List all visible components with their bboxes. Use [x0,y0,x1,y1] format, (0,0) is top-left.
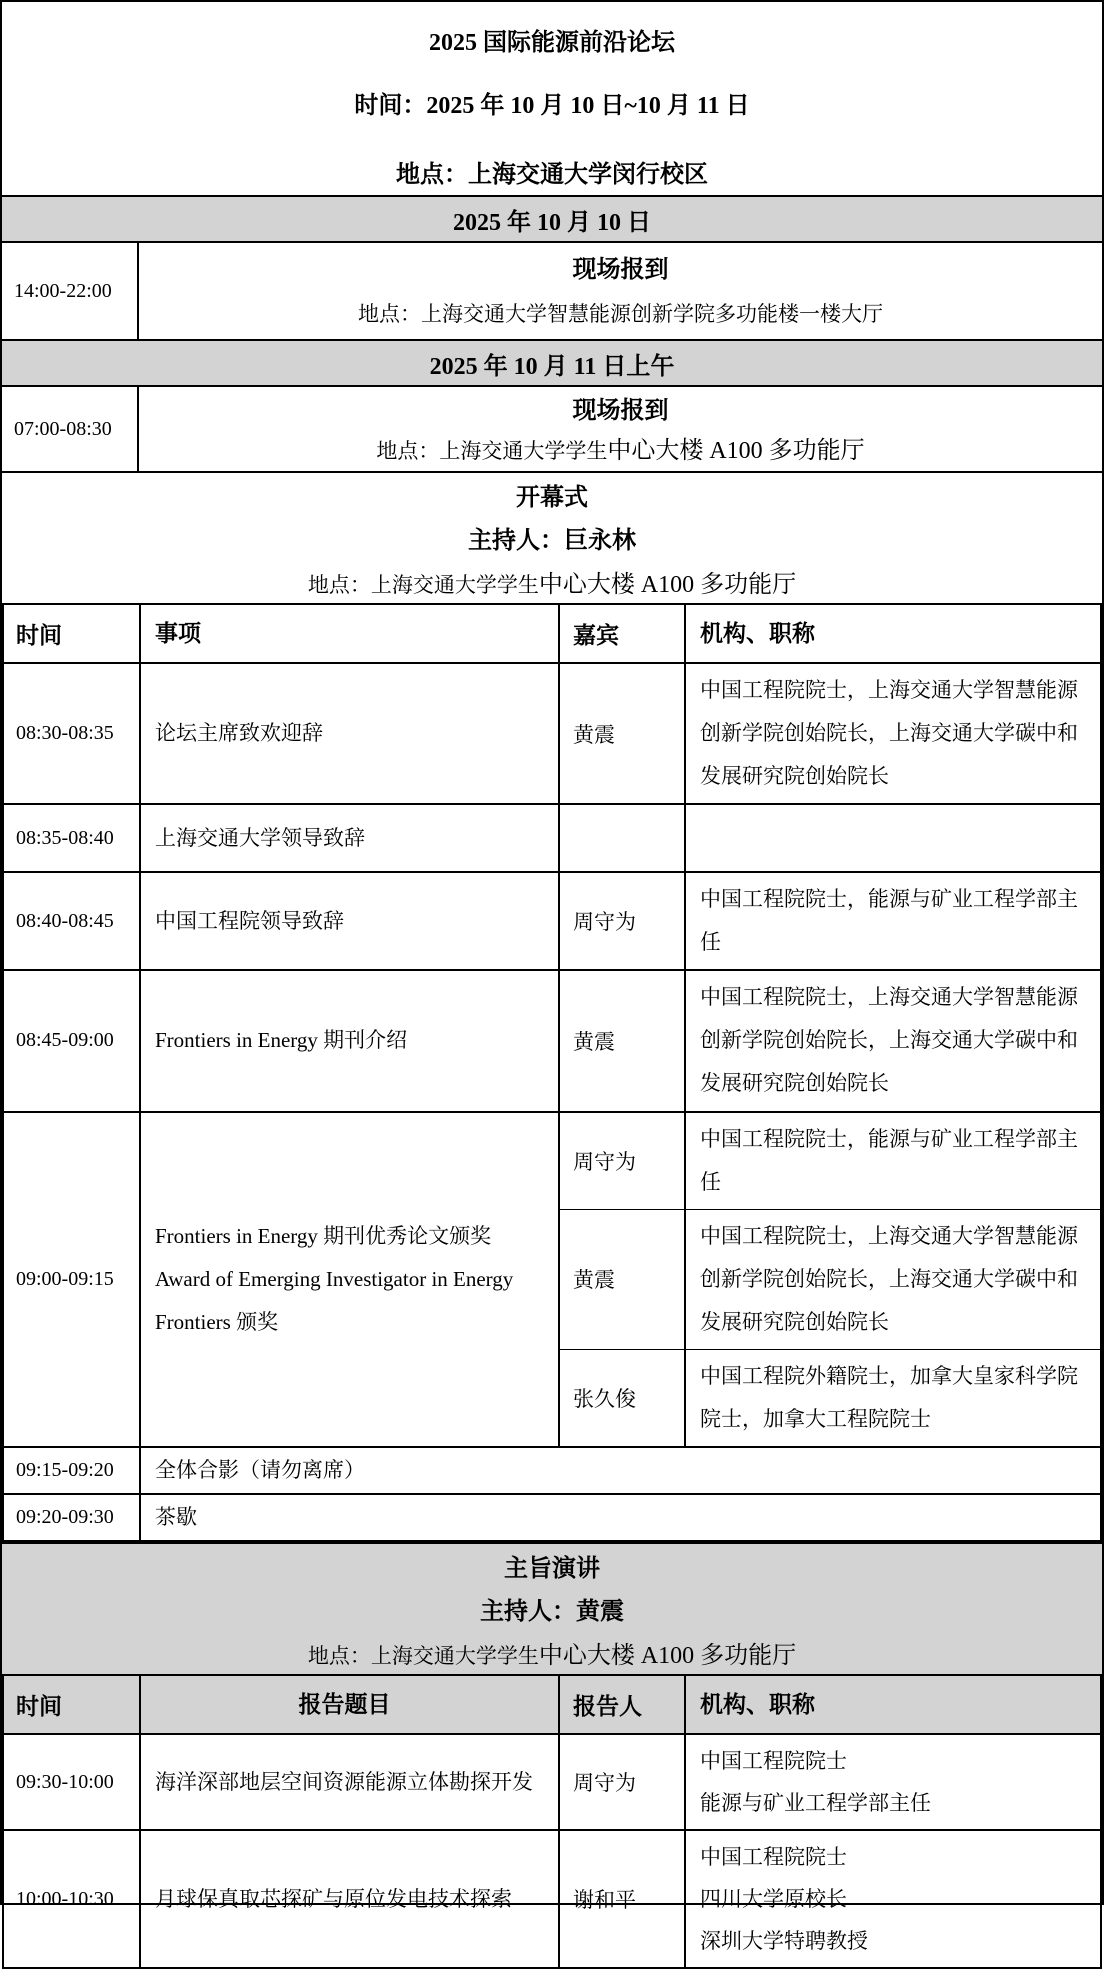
org-cell: 中国工程院院士，上海交通大学智慧能源创新学院创始院长，上海交通大学碳中和发展研究院创始院长 [685,970,1101,1111]
org-line: 四川大学原校长 [700,1887,847,1912]
table-row [3,1734,1101,1830]
guest-cell: 周守为 [559,1112,685,1210]
column-header-time: 时间 [3,1675,140,1734]
event-cell [140,1112,559,1447]
org-cell: 中国工程院院士，上海交通大学智慧能源创新学院创始院长，上海交通大学碳中和发展研究院创始院长 [685,1209,1101,1349]
time-cell: 09:00-09:15 [3,1112,140,1447]
guest-cell: 张久俊 [559,1349,685,1447]
time-cell: 09:30-10:00 [3,1734,140,1830]
table-row [3,804,1101,872]
event-cell: 全体合影（请勿离席） [140,1447,1101,1494]
time-cell: 08:40-08:45 [3,872,140,970]
time-cell: 08:45-09:00 [3,970,140,1111]
column-header-guest: 嘉宾 [559,604,685,663]
column-header-time: 时间 [3,604,140,663]
speaker-cell: 周守为 [559,1734,685,1830]
column-header-event: 事项 [140,604,559,663]
time-cell: 08:30-08:35 [3,663,140,804]
time-cell: 09:15-09:20 [3,1447,140,1494]
keynote-table [2,1674,1102,1969]
location-venue: 中心大楼 A100 多功能厅 [538,1642,797,1669]
page-title: 2025 国际能源前沿论坛 [429,30,675,56]
registration-location [139,436,1102,466]
opening-title: 开幕式 [516,485,588,511]
column-header-talk-title: 报告题目 [140,1675,559,1734]
registration-cell [139,387,1102,471]
time-cell: 09:20-09:30 [3,1494,140,1541]
opening-section-header [2,471,1102,603]
table-row [3,872,1101,970]
speaker-cell: 谢和平 [559,1830,685,1968]
org-cell: 中国工程院院士，能源与矿业工程学部主任 [685,872,1101,970]
keynote-location [2,1641,1102,1671]
event-cell: 上海交通大学领导致辞 [140,804,559,872]
guest-cell [559,804,685,872]
event-date-line: 时间：2025 年 10 月 10 日~10 月 11 日 [354,93,750,119]
day2-date-label: 2025 年 10 月 11 日上午 [429,353,675,380]
award-event-line2: Award of Emerging Investigator in Energy Frontiers 颁奖 [155,1266,514,1334]
org-cell: 中国工程院外籍院士，加拿大皇家科学院院士，加拿大工程院院士 [685,1349,1101,1447]
org-cell [685,1734,1101,1830]
talk-title-cell: 海洋深部地层空间资源能源立体勘探开发 [140,1734,559,1830]
day1-registration-row [2,243,1102,339]
event-cell: 论坛主席致欢迎辞 [140,663,559,804]
registration-event-label: 现场报到 [572,257,669,283]
table-header-row [3,1675,1101,1734]
location-prefix: 地点：上海交通大学学生 [376,439,608,463]
event-cell: Frontiers in Energy 期刊介绍 [140,970,559,1111]
table-row [3,970,1101,1111]
location-prefix: 地点：上海交通大学学生 [307,573,539,597]
registration-location: 地点：上海交通大学智慧能源创新学院多功能楼一楼大厅 [358,302,883,326]
registration-cell [139,243,1102,339]
opening-location [2,570,1102,600]
document-header [2,2,1102,195]
guest-cell: 黄震 [559,970,685,1111]
column-header-org: 机构、职称 [685,1675,1101,1734]
guest-cell: 黄震 [559,663,685,804]
talk-title-cell: 月球保真取芯探矿与原位发电技术探索 [140,1830,559,1968]
time-cell: 07:00-08:30 [2,387,139,471]
org-cell [685,1830,1101,1968]
event-venue-line: 地点：上海交通大学闵行校区 [396,162,708,188]
keynote-host: 主持人：黄震 [480,1598,624,1625]
table-header-row [3,604,1101,663]
table-row [3,1447,1101,1494]
org-cell [685,804,1101,872]
time-cell: 08:35-08:40 [3,804,140,872]
opening-agenda-table [2,603,1102,1542]
org-line: 深圳大学特聘教授 [700,1929,868,1954]
day2-registration-row [2,387,1102,471]
column-header-speaker: 报告人 [559,1675,685,1734]
location-prefix: 地点：上海交通大学学生 [307,1643,539,1668]
org-cell: 中国工程院院士，能源与矿业工程学部主任 [685,1112,1101,1210]
table-row [3,1830,1101,1968]
registration-event-label: 现场报到 [572,398,669,424]
guest-cell: 周守为 [559,872,685,970]
opening-host: 主持人：巨永林 [468,528,636,554]
table-row [3,663,1101,804]
keynote-title: 主旨演讲 [504,1555,600,1582]
org-cell: 中国工程院院士，上海交通大学智慧能源创新学院创始院长，上海交通大学碳中和发展研究院创始院长 [685,663,1101,804]
award-event-line1: Frontiers in Energy 期刊优秀论文颁奖 [155,1223,492,1248]
award-row-subrow [3,1112,1101,1210]
day2-date-band [2,339,1102,387]
column-header-org: 机构、职称 [685,604,1101,663]
location-venue: 中心大楼 A100 多功能厅 [607,438,865,464]
day1-date-band [2,195,1102,243]
org-line: 能源与矿业工程学部主任 [700,1791,931,1816]
day1-date-label: 2025 年 10 月 10 日 [453,209,651,236]
table-row [3,1494,1101,1541]
event-cell: 茶歇 [140,1494,1101,1541]
time-cell: 10:00-10:30 [3,1830,140,1968]
time-cell: 14:00-22:00 [2,243,139,339]
keynote-section-header [2,1542,1102,1674]
org-line: 中国工程院院士 [700,1845,847,1870]
guest-cell: 黄震 [559,1209,685,1349]
location-venue: 中心大楼 A100 多功能厅 [538,572,797,598]
org-line: 中国工程院院士 [700,1749,847,1774]
event-cell: 中国工程院领导致辞 [140,872,559,970]
